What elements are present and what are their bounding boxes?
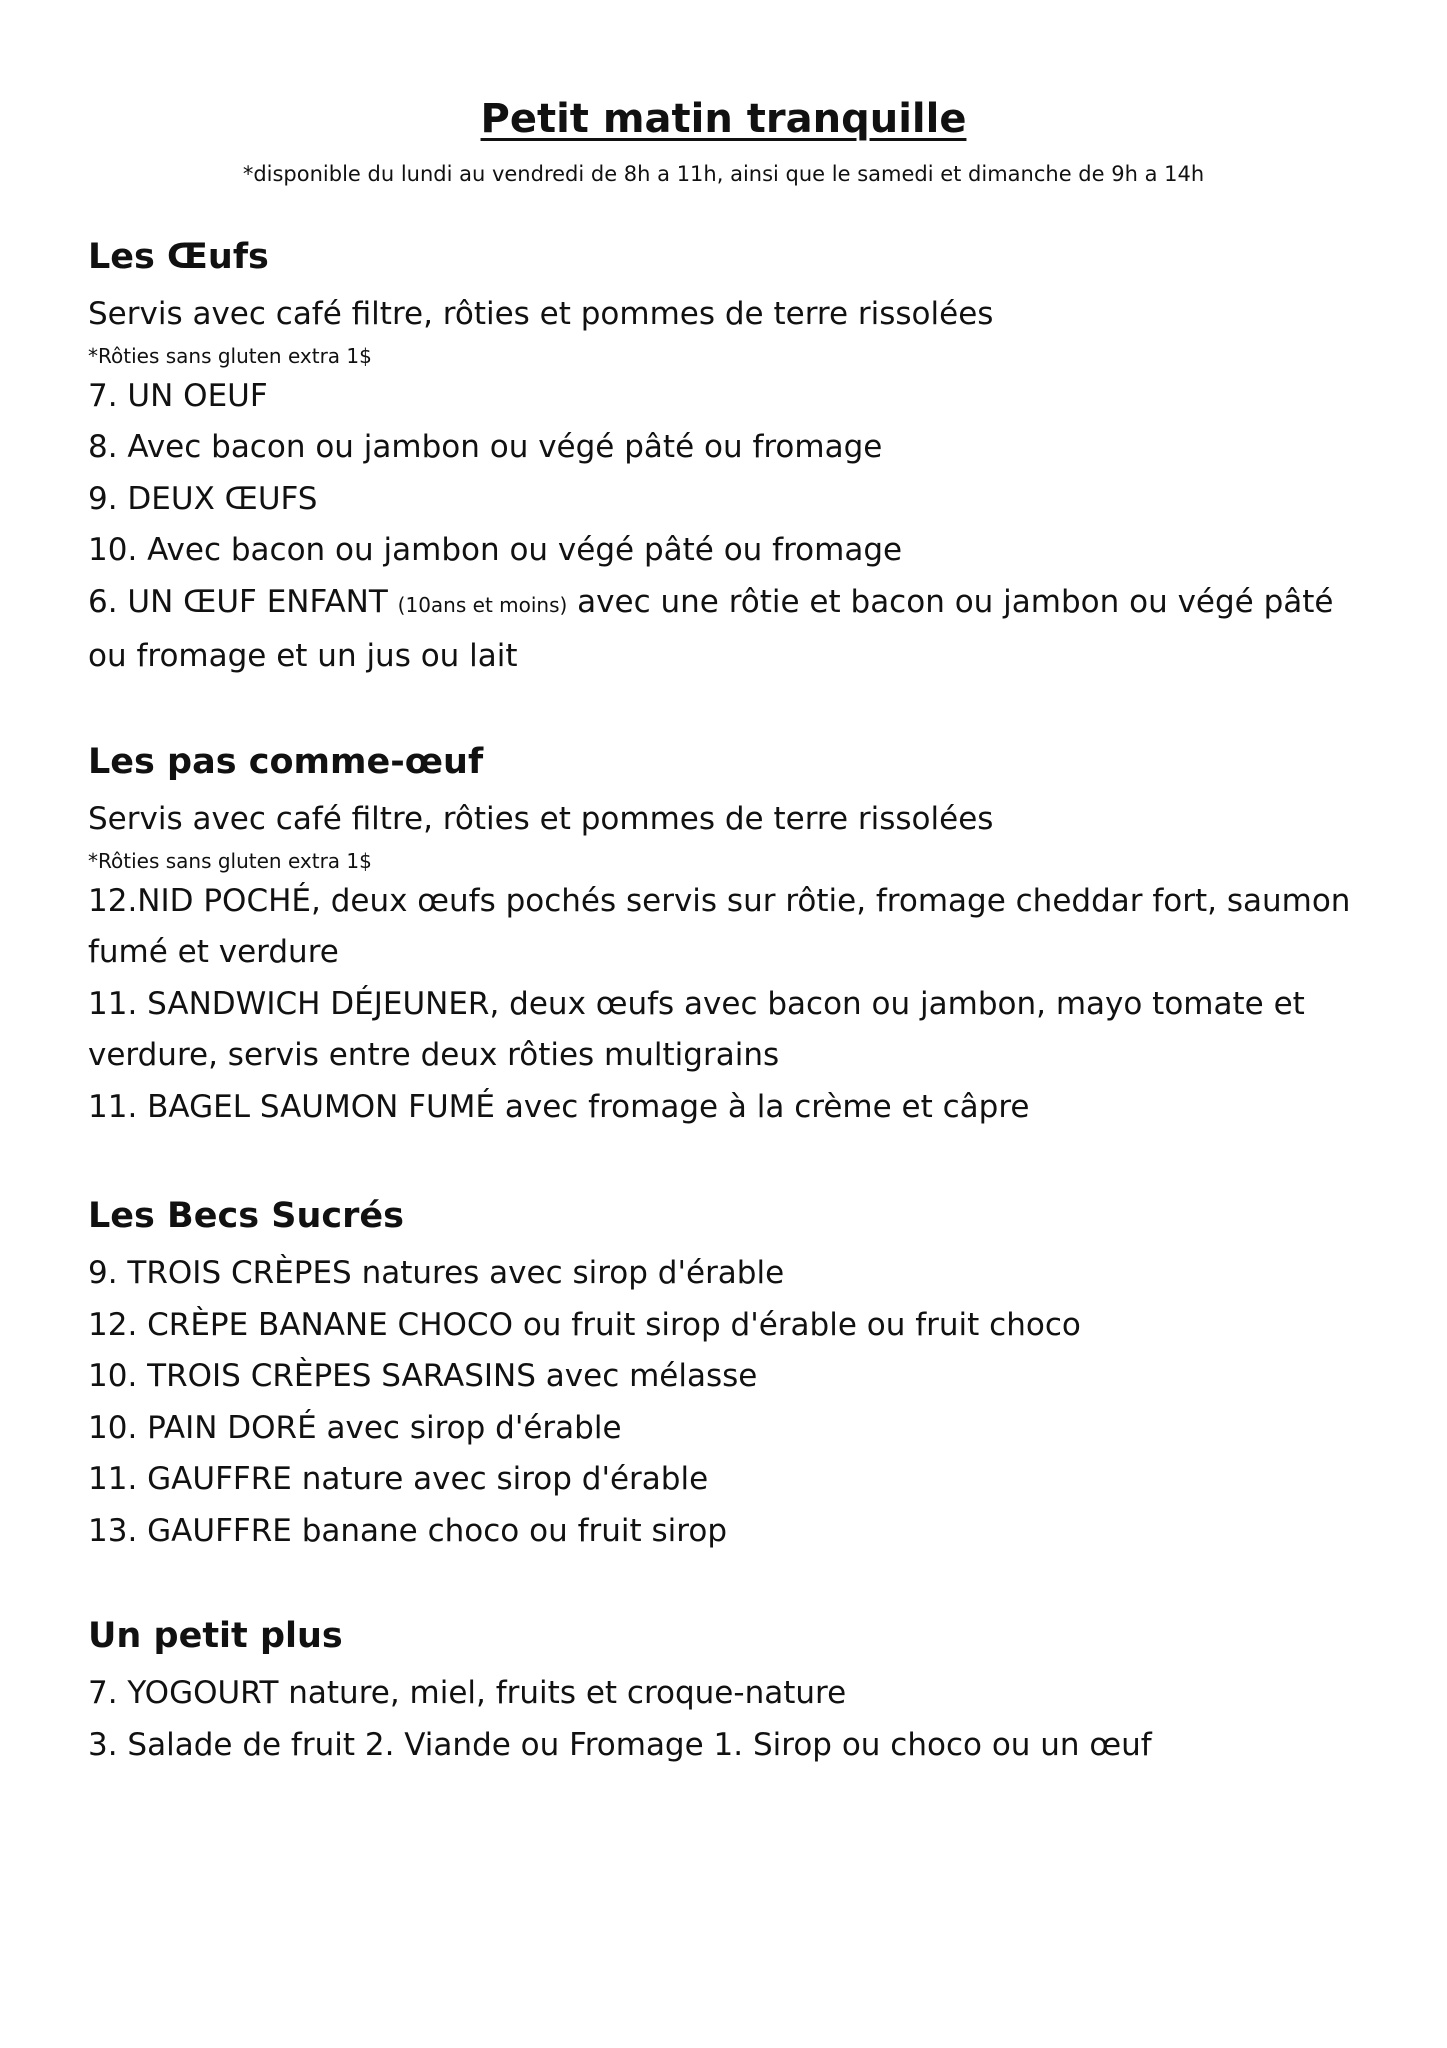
menu-item-kids bbox=[88, 577, 1358, 683]
section-heading: Les Œufs bbox=[88, 237, 269, 277]
menu-item: 8. Avec bacon ou jambon ou végé pâté ou fromage bbox=[88, 429, 883, 465]
menu-item: 3. Salade de fruit 2. Viande ou Fromage 1. Sirop ou choco ou un œuf bbox=[88, 1726, 1152, 1763]
menu-item: 12.NID POCHÉ, deux œufs pochés servis sur rôtie, fromage cheddar fort, saumon fumé et verdure bbox=[88, 882, 1351, 970]
menu-item: 10. TROIS CRÈPES SARASINS avec mélasse bbox=[88, 1358, 758, 1394]
page-title: Petit matin tranquille bbox=[480, 96, 967, 142]
menu-item: 9. TROIS CRÈPES natures avec sirop d'érable bbox=[88, 1255, 785, 1291]
section-heading: Les Becs Sucrés bbox=[88, 1196, 404, 1236]
menu-item: 11. BAGEL SAUMON FUMÉ avec fromage à la crème et câpre bbox=[88, 1088, 1030, 1125]
menu-item: 9. DEUX ŒUFS bbox=[88, 480, 318, 517]
section-heading: Les pas comme-œuf bbox=[88, 742, 484, 782]
gluten-free-note: *Rôties sans gluten extra 1$ bbox=[88, 343, 372, 368]
kids-item-name: 6. UN ŒUF ENFANT bbox=[88, 583, 388, 620]
menu-item: 11. GAUFFRE nature avec sirop d'érable bbox=[88, 1461, 709, 1497]
kids-age-note: (10ans et moins) bbox=[397, 592, 568, 617]
menu-item: 7. UN OEUF bbox=[88, 377, 268, 414]
availability-note: *disponible du lundi au vendredi de 8h a 11h, ainsi que le samedi et dimanche de 9h a 14h bbox=[242, 162, 1205, 186]
menu-item: 10. Avec bacon ou jambon ou végé pâté ou fromage bbox=[88, 532, 903, 568]
section-heading: Un petit plus bbox=[88, 1616, 343, 1656]
menu-item: 12. CRÈPE BANANE CHOCO ou fruit sirop d'érable ou fruit choco bbox=[88, 1306, 1081, 1343]
gluten-free-note: *Rôties sans gluten extra 1$ bbox=[88, 848, 372, 873]
menu-item: 13. GAUFFRE banane choco ou fruit sirop bbox=[88, 1512, 727, 1549]
menu-item: 10. PAIN DORÉ avec sirop d'érable bbox=[88, 1409, 622, 1446]
section-description: Servis avec café filtre, rôties et pommes de terre rissolées bbox=[88, 801, 994, 837]
section-un-petit-plus bbox=[88, 1612, 1388, 1771]
section-les-oeufs bbox=[88, 233, 1388, 683]
section-description: Servis avec café filtre, rôties et pommes de terre rissolées bbox=[88, 296, 994, 332]
section-les-becs-sucres bbox=[88, 1192, 1388, 1557]
section-les-pas-comme-oeuf bbox=[88, 738, 1388, 1133]
menu-item: 7. YOGOURT nature, miel, fruits et croque-nature bbox=[88, 1675, 847, 1711]
menu-item: 11. SANDWICH DÉJEUNER, deux œufs avec bacon ou jambon, mayo tomate et verdure, servis entre deux rôties multigrains bbox=[88, 985, 1305, 1073]
kids-item-details: avec une rôtie et bacon ou jambon ou végé pâté ou fromage et un jus ou lait bbox=[88, 583, 1334, 674]
